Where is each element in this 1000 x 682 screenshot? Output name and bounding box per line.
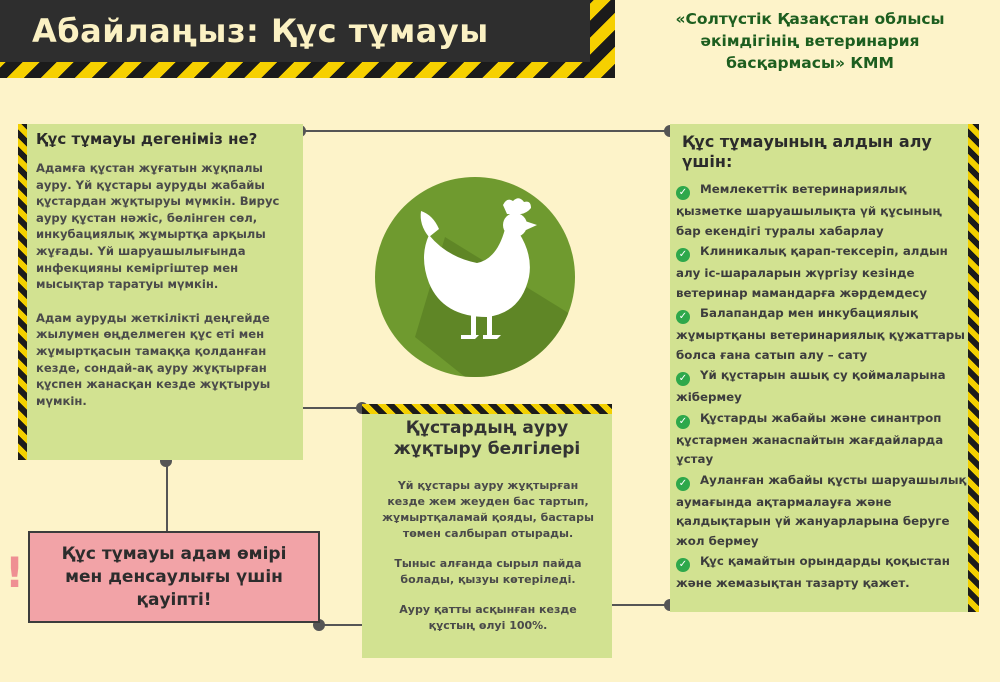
prevention-item — [676, 178, 968, 239]
connector-line — [300, 407, 362, 409]
prevention-item-text: Мемлекеттік ветеринариялық қызметке шаруашылықта үй құсының бар екендігі туралы хабарлау — [676, 182, 942, 238]
prevention-item — [676, 240, 968, 301]
warning-text: Құс тұмауы адам өмірі мен денсаулығы үшін қауіпті! — [61, 543, 287, 610]
connector-line — [612, 604, 670, 606]
middle-paragraph-2: Тыныс алғанда сырыл пайда болады, қызуы көтеріледі. — [394, 557, 582, 586]
hazard-stripe — [968, 124, 979, 612]
connector-line — [300, 130, 672, 132]
title-banner-inner — [0, 0, 590, 62]
organization-name: «Солтүстік Қазақстан облысы әкімдігінің ветеринария басқармасы» КММ — [675, 10, 945, 72]
prevention-item-text: Клиникалық қарап-тексеріп, алдын алу іс-шараларын жүргізу кезінде ветеринар мамандарға жәрдемдесу — [676, 244, 948, 300]
left-paragraph-1: Адамға құстан жұғатын жұқпалы ауру. Үй құстары ауруды жабайы құстардан жұқтыруы мүмкін. Вирус ауру құстан нәжіс, бөлінген сөл, инкубациялық жұмыртқа арқылы жұғады. Үй шаруашылығында инфекцияны кеміргіштер мен мысықтар таратуы мүмкін. — [36, 161, 280, 292]
warning-box — [28, 531, 320, 623]
prevention-item — [676, 302, 968, 363]
prevention-item-text: Ауланған жабайы құсты шаруашылық аумағында ақтармалауға және қалдықтарын үй жануарларына беруге жол бермеу — [676, 472, 967, 548]
page-title: Абайлаңыз: Құс тұмауы — [32, 12, 489, 50]
prevention-item-text: Құстарды жабайы және синантроп құстармен жанаспайтын жағдайларда ұстау — [676, 410, 944, 466]
prevention-list — [676, 178, 968, 593]
check-icon: ✓ — [676, 186, 690, 200]
middle-paragraph-1: Үй құстары ауру жұқтырған кезде жем жеуден бас тартып, жұмыртқаламай қояды, бастары төмен салбырап отырады. — [382, 479, 594, 540]
exclamation-icon: ! — [5, 548, 25, 597]
connector-line — [166, 460, 168, 532]
check-icon: ✓ — [676, 372, 690, 386]
right-panel-title: Құс тұмауының алдын алу үшін: — [682, 132, 932, 171]
prevention-item — [676, 407, 968, 468]
left-panel-title: Құс тұмауы дегеніміз не? — [36, 130, 258, 148]
prevention-item-text: Балапандар мен инкубациялық жұмыртқаны ветеринариялық құжаттары болса ғана сатып алу – сату — [676, 306, 965, 362]
middle-panel-title: Құстардың ауру жұқтыру белгілері — [393, 418, 581, 459]
hazard-stripe — [18, 124, 27, 460]
check-icon: ✓ — [676, 415, 690, 429]
prevention-item — [676, 469, 968, 550]
check-icon: ✓ — [676, 248, 690, 262]
left-panel-body — [36, 160, 294, 409]
prevention-item-text: Құс қамайтын орындарды қоқыстан және жемазықтан тазарту қажет. — [676, 554, 950, 590]
prevention-item — [676, 550, 968, 592]
hazard-stripe — [362, 404, 612, 414]
prevention-item — [676, 364, 968, 406]
left-paragraph-2: Адам ауруды жеткілікті деңгейде жылумен өңделмеген құс еті мен жұмыртқасын тамаққа қолданған кезде, сондай-ақ ауру жұқтырған құспен жанасқан кезде жұқтыруы мүмкін. — [36, 310, 271, 408]
chicken-circle — [375, 177, 575, 377]
middle-paragraph-3: Ауру қатты асқынған кезде құстың өлуі 100%. — [399, 603, 577, 632]
check-icon: ✓ — [676, 310, 690, 324]
chicken-icon — [375, 177, 575, 377]
check-icon: ✓ — [676, 558, 690, 572]
prevention-item-text: Үй құстарын ашық су қоймаларына жібермеу — [676, 368, 946, 404]
check-icon: ✓ — [676, 477, 690, 491]
middle-panel-body — [378, 478, 598, 648]
